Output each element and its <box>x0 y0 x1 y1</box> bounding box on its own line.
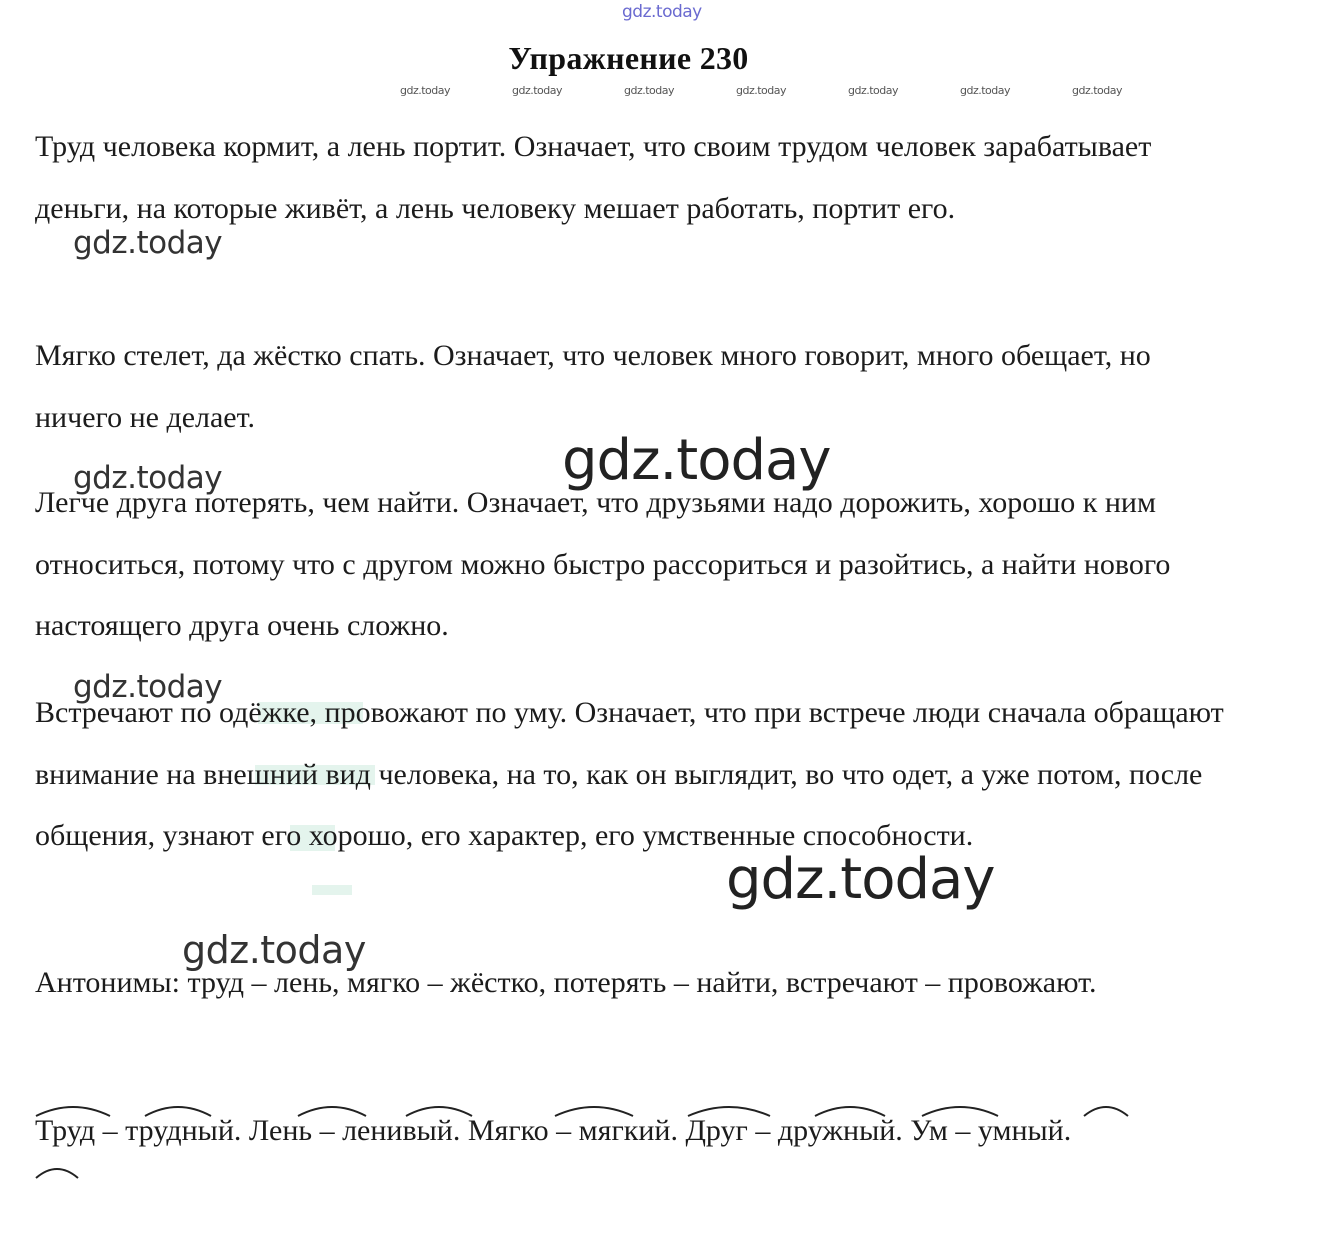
paragraph-proverb-labor: Труд человека кормит, а лень портит. Означает, что своим трудом человек зарабатывает деньги, на которые живёт, а лень человеку мешает работать, портит его. <box>35 130 1152 225</box>
watermark-small: gdz.today <box>1072 84 1123 97</box>
paragraph-proverb-friend: Легче друга потерять, чем найти. Означает, что друзьями надо дорожить, хорошо к ним относиться, потому что с другом можно быстро рассориться и разойтись, а найти нового настоящего друга очень сложно. <box>35 486 1171 642</box>
paragraph-word-roots: Труд – трудный. Лень – ленивый. Мягко – мягкий. Друг – дружный. Ум – умный. <box>35 1114 1072 1147</box>
watermark-top: gdz.today <box>622 2 702 22</box>
watermark-small: gdz.today <box>960 84 1011 97</box>
page-title: Упражнение 230 <box>508 40 749 76</box>
watermark-small: gdz.today <box>624 84 675 97</box>
paragraph-proverb-clothes: Встречают по одёжке, провожают по уму. Означает, что при встрече люди сначала обращают внимание на внешний вид человека, на то, как он выглядит, во что одет, а уже потом, после общения, узнают его хорошо, его характер, его умственные способности. <box>35 696 1224 852</box>
watermark-small: gdz.today <box>400 84 451 97</box>
paragraph-proverb-soft-bed: Мягко стелет, да жёстко спать. Означает, что человек много говорит, много обещает, но ничего не делает. <box>35 339 1151 434</box>
highlight-mark <box>312 885 352 895</box>
watermark-large: gdz.today <box>562 428 831 493</box>
watermark-small: gdz.today <box>848 84 899 97</box>
watermark-small: gdz.today <box>736 84 787 97</box>
watermark-small: gdz.today <box>512 84 563 97</box>
watermark-medium: gdz.today <box>73 460 223 496</box>
watermark-medium: gdz.today <box>73 669 223 705</box>
watermark-medium: gdz.today <box>73 225 223 261</box>
root-arc-icon <box>34 1164 80 1180</box>
watermark-medium: gdz.today <box>182 928 366 972</box>
watermark-large: gdz.today <box>726 847 995 912</box>
paragraph-antonyms: Антонимы: труд – лень, мягко – жёстко, потерять – найти, встречают – провожают. <box>35 966 1097 999</box>
